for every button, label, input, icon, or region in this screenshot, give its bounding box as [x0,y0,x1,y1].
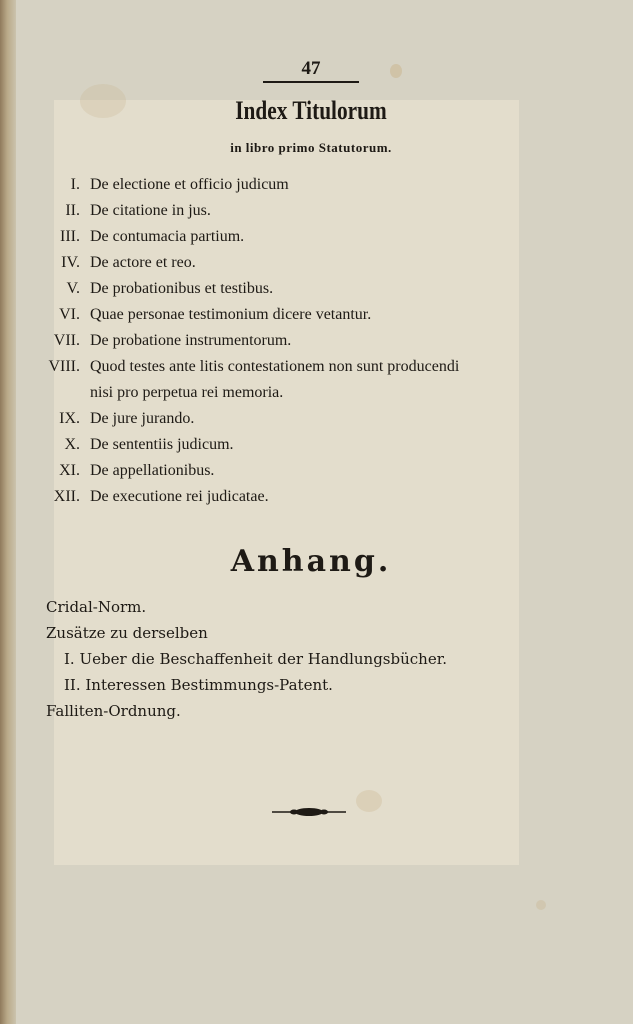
entry-numeral: VIII. [48,358,80,375]
book-spine-edge [0,0,16,1024]
page-subtitle: in libro primo Statutorum. [230,140,392,155]
appendix-item: Zusätze zu derselben [46,624,208,642]
entry-title: Quae personae testimonium dicere vetantur. [90,306,372,323]
appendix-subitem: II. Interessen Bestimmungs-Patent. [64,676,333,694]
foxing-spot [356,790,382,812]
appendix-item: Cridal-Norm. [46,598,147,616]
appendix-heading: Anhang. [230,544,392,579]
entry-numeral: III. [60,228,80,245]
foxing-spot [80,84,126,118]
entry-title: De jure jurando. [90,410,195,427]
index-entry [40,432,550,458]
ornament-divider-icon [272,806,346,818]
entry-title-continuation: nisi pro perpetua rei memoria. [90,384,284,401]
entry-title: De probatione instrumentorum. [90,332,292,349]
index-entry [40,406,550,432]
appendix-item: Falliten-Ordnung. [46,702,181,720]
index-entry [40,224,550,250]
index-entry [40,328,550,354]
index-list [40,172,550,510]
page-number-rule [263,81,359,83]
entry-numeral: IX. [59,410,80,427]
foxing-spot [536,900,546,910]
entry-numeral: V. [66,280,80,297]
index-entry [40,484,550,510]
entry-numeral: I. [70,176,80,193]
entry-title: Quod testes ante litis contestationem non sunt producendi [90,358,460,375]
index-entry [40,198,550,224]
index-entry [40,302,550,328]
appendix-list [46,594,516,724]
page-title: Index Titulorum [235,96,387,125]
entry-numeral: VI. [59,306,80,323]
appendix-subitem: I. Ueber die Beschaffenheit der Handlungsbücher. [64,650,447,668]
entry-title: De citatione in jus. [90,202,211,219]
entry-title: De contumacia partium. [90,228,245,245]
entry-title: De electione et officio judicum [90,176,289,193]
entry-numeral: VII. [53,332,80,349]
index-entry [40,276,550,302]
index-entry [40,172,550,198]
index-entry [40,458,550,484]
entry-title: De probationibus et testibus. [90,280,274,297]
entry-numeral: X. [64,436,80,453]
page-number: 47 [301,58,321,79]
index-entry [40,354,550,406]
entry-title: De appellationibus. [90,462,215,479]
entry-numeral: XI. [59,462,80,479]
entry-title: De actore et reo. [90,254,196,271]
entry-title: De sententiis judicum. [90,436,234,453]
entry-numeral: IV. [61,254,80,271]
entry-numeral: II. [65,202,80,219]
foxing-spot [390,64,402,78]
entry-title: De executione rei judicatae. [90,488,269,505]
entry-numeral: XII. [53,488,80,505]
index-entry [40,250,550,276]
